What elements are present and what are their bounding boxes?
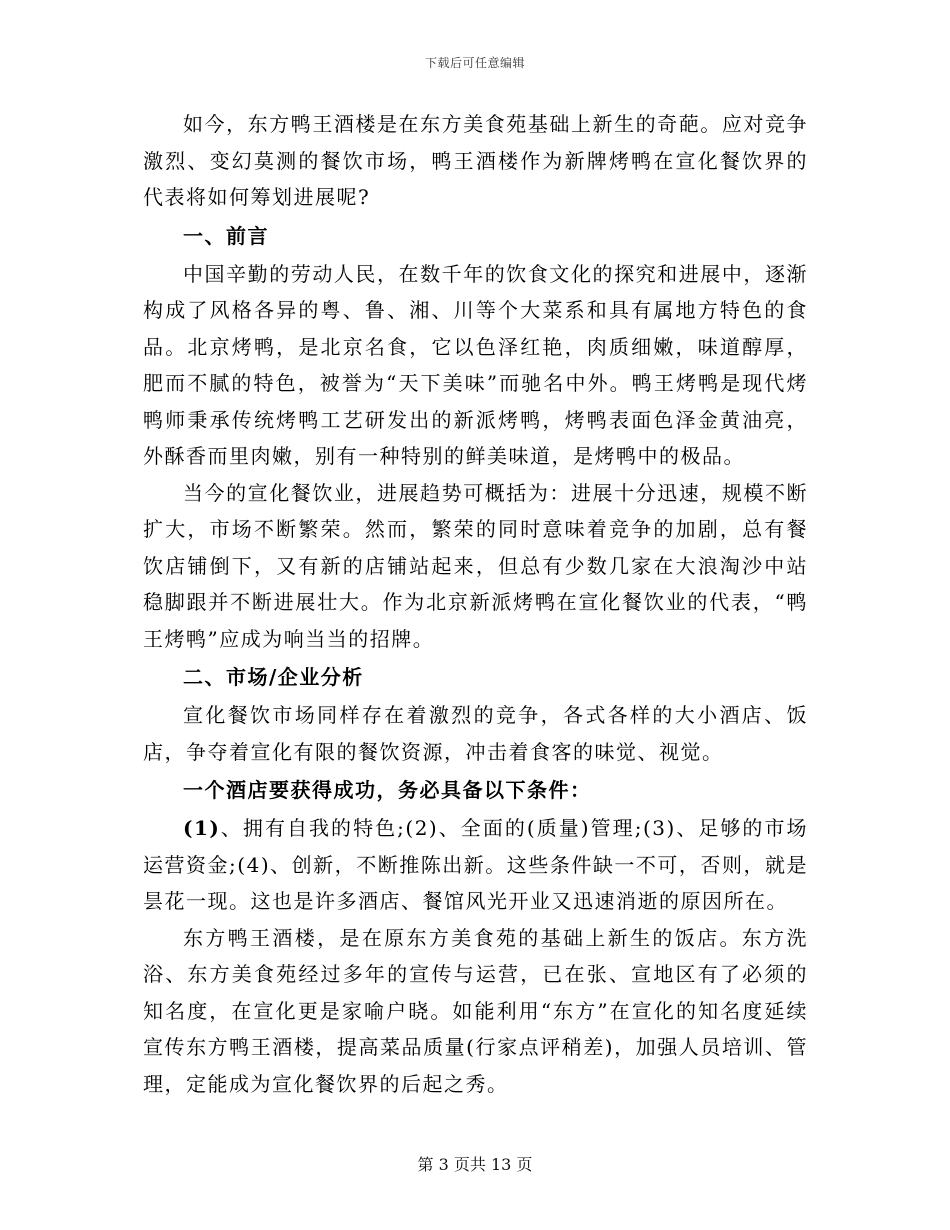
page-header: 下载后可任意编辑 xyxy=(424,56,525,70)
intro-paragraph: 如今，东方鸭王酒楼是在东方美食苑基础上新生的奇葩。应对竞争激烈、变幻莫测的餐饮市场，鸭王酒楼作为新牌烤鸭在宣化餐饮界的代表将如何筹划进展呢? xyxy=(143,112,808,209)
market-paragraph: 宣化餐饮市场同样存在着激烈的竞争，各式各样的大小酒店、饭店，争夺着宣化有限的餐饮资源，冲击着食客的味觉、视觉。 xyxy=(143,703,808,764)
conditions-paragraph xyxy=(143,810,808,920)
document-body xyxy=(143,106,808,1102)
conditions-lead-number: (1) xyxy=(183,816,221,840)
preface-paragraph-2: 当今的宣化餐饮业，进展趋势可概括为：进展十分迅速，规模不断扩大，市场不断繁荣。然而，繁荣的同时意味着竞争的加剧，总有餐饮店铺倒下，又有新的店铺站起来，但总有少数几家在大浪淘沙中站稳脚跟并不断进展壮大。作为北京新派烤鸭在宣化餐饮业的代表，“鸭王烤鸭”应成为响当当的招牌。 xyxy=(143,480,808,651)
conditions-heading: 一个酒店要获得成功，务必具备以下条件： xyxy=(183,778,592,802)
page-number-footer: 第 3 页共 13 页 xyxy=(417,1155,533,1174)
restaurant-paragraph: 东方鸭王酒楼，是在原东方美食苑的基础上新生的饭店。东方洗浴、东方美食苑经过多年的宣传与运营，已在张、宣地区有了必须的知名度，在宣化更是家喻户晓。如能利用“东方”在宣化的知名度延续宣传东方鸭王酒楼，提高菜品质量(行家点评稍差)，加强人员培训、管理，定能成为宣化餐饮界的后起之秀。 xyxy=(143,925,808,1096)
section-heading-market-analysis: 二、市场/企业分析 xyxy=(183,665,364,689)
conditions-text: 、拥有自我的特色;(2)、全面的(质量)管理;(3)、足够的市场运营资金;(4)、创新，不断推陈出新。这些条件缺一不可，否则，就是昙花一现。这也是许多酒店、餐馆风光开业又迅速消逝的原因所在。 xyxy=(143,816,808,913)
preface-paragraph-1: 中国辛勤的劳动人民，在数千年的饮食文化的探究和进展中，逐渐构成了风格各异的粤、鲁、湘、川等个大菜系和具有属地方特色的食品。北京烤鸭，是北京名食，它以色泽红艳，肉质细嫩，味道醇厚，肥而不腻的特色，被誉为“天下美味”而驰名中外。鸭王烤鸭是现代烤鸭师秉承传统烤鸭工艺研发出的新派烤鸭，烤鸭表面色泽金黄油亮，外酥香而里肉嫩，别有一种特别的鲜美味道，是烤鸭中的极品。 xyxy=(143,261,808,468)
section-heading-preface: 一、前言 xyxy=(183,223,269,248)
